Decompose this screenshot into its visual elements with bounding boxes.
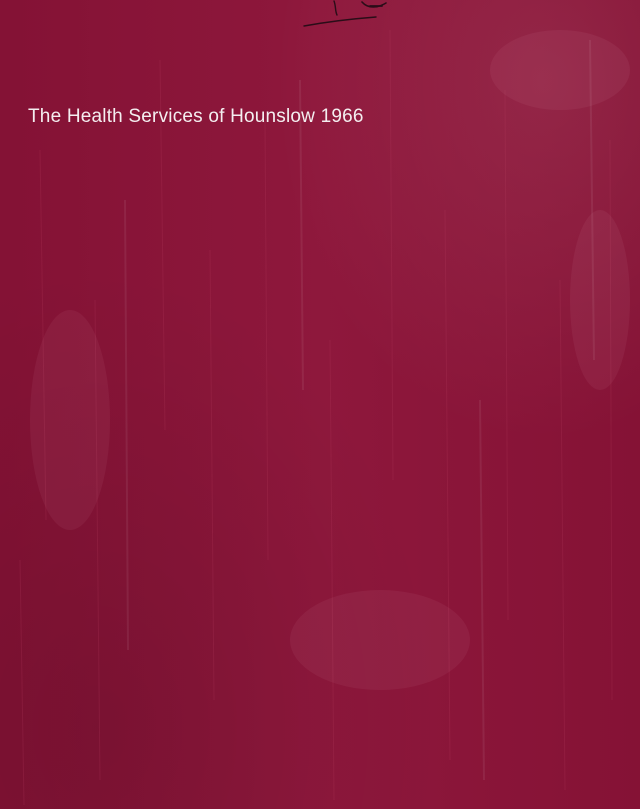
cover-title: The Health Services of Hounslow 1966 [28,106,364,127]
handwritten-mark [290,0,400,30]
